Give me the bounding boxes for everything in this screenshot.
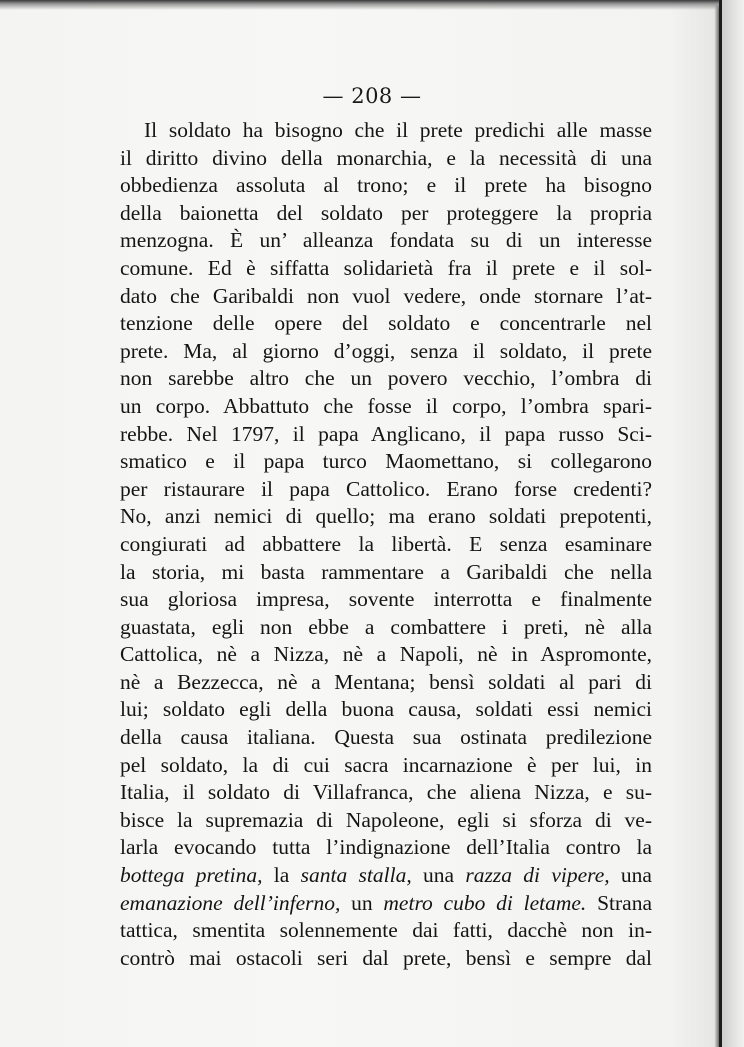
text-line: tenzione delle opere del soldato e concentrarle nel <box>120 311 652 336</box>
text-line: della causa italiana. Questa sua ostinata predilezione <box>120 725 652 750</box>
text-line: rebbe. Nel 1797, il papa Anglicano, il papa russo Sci- <box>120 421 652 446</box>
text-line: smatico e il papa turco Maomettano, si collegarono <box>120 449 652 474</box>
text-line: dato che Garibaldi non vuol vedere, onde stornare l’at- <box>120 283 652 308</box>
italic-phrase: emanazione dell’inferno, <box>120 890 341 915</box>
text-line: Cattolica, nè a Nizza, nè a Napoli, nè in Aspromonte, <box>120 642 652 667</box>
text-fragment: Strana <box>586 890 652 915</box>
text-line: guastata, egli non ebbe a combattere i preti, nè alla <box>120 614 652 639</box>
text-line: la storia, mi basta rammentare a Garibaldi che nella <box>120 559 652 584</box>
text-line-mixed <box>120 862 652 890</box>
text-line: nè a Bezzecca, nè a Mentana; bensì soldati al pari di <box>120 669 652 694</box>
text-line: sua gloriosa impresa, sovente interrotta e finalmente <box>120 587 652 612</box>
text-line: Il soldato ha bisogno che il prete predichi alle masse <box>144 118 652 142</box>
text-line: contrò mai ostacoli seri dal prete, bensì e sempre dal <box>120 945 652 970</box>
italic-phrase: metro cubo di letame. <box>383 890 587 915</box>
text-line: prete. Ma, al giorno d’oggi, senza il soldato, il prete <box>120 338 652 363</box>
text-line: bisce la supremazia di Napoleone, egli si sforza di ve- <box>120 807 652 832</box>
page-binding-edge <box>719 0 722 1047</box>
text-line: No, anzi nemici di quello; ma erano soldati prepotenti, <box>120 504 652 529</box>
text-line: menzogna. È un’ alleanza fondata su di un interesse <box>120 228 652 253</box>
text-line: obbedienza assoluta al trono; e il prete ha bisogno <box>120 173 652 198</box>
text-line: comune. Ed è siffatta solidarietà fra il prete e il sol- <box>120 255 652 280</box>
body-text <box>120 117 652 972</box>
text-line-mixed <box>120 890 652 918</box>
page-right-margin-strip <box>722 0 744 1047</box>
text-line: un corpo. Abbattuto che fosse il corpo, l’ombra spari- <box>120 393 652 418</box>
text-line: tattica, smentita solennemente dai fatti, dacchè non in- <box>120 918 652 943</box>
text-fragment: una <box>411 863 466 888</box>
text-line: larla evocando tutta l’indignazione dell’Italia contro la <box>120 835 652 860</box>
text-fragment: una <box>609 863 652 888</box>
text-line: il diritto divino della monarchia, e la necessità di una <box>120 145 652 170</box>
text-fragment: un <box>340 890 384 915</box>
text-line: per ristaurare il papa Cattolico. Erano forse credenti? <box>120 476 652 501</box>
page-number: — 208 — <box>322 84 422 108</box>
text-line: pel soldato, la di cui sacra incarnazione è per lui, in <box>120 752 652 777</box>
text-line: congiurati ad abbattere la libertà. E senza esaminare <box>120 531 652 556</box>
text-line: lui; soldato egli della buona causa, soldati essi nemici <box>120 697 652 722</box>
italic-phrase: santa stalla, <box>300 863 412 888</box>
text-line: non sarebbe altro che un povero vecchio, l’ombra di <box>120 366 652 391</box>
text-fragment: la <box>262 863 301 888</box>
text-line: della baionetta del soldato per proteggere la propria <box>120 200 652 225</box>
italic-phrase: razza di vipere, <box>465 863 610 888</box>
italic-phrase: bottega pretina, <box>120 863 263 888</box>
text-line: Italia, il soldato di Villafranca, che aliena Nizza, e su- <box>120 780 652 805</box>
page-top-edge-shadow <box>0 0 744 10</box>
